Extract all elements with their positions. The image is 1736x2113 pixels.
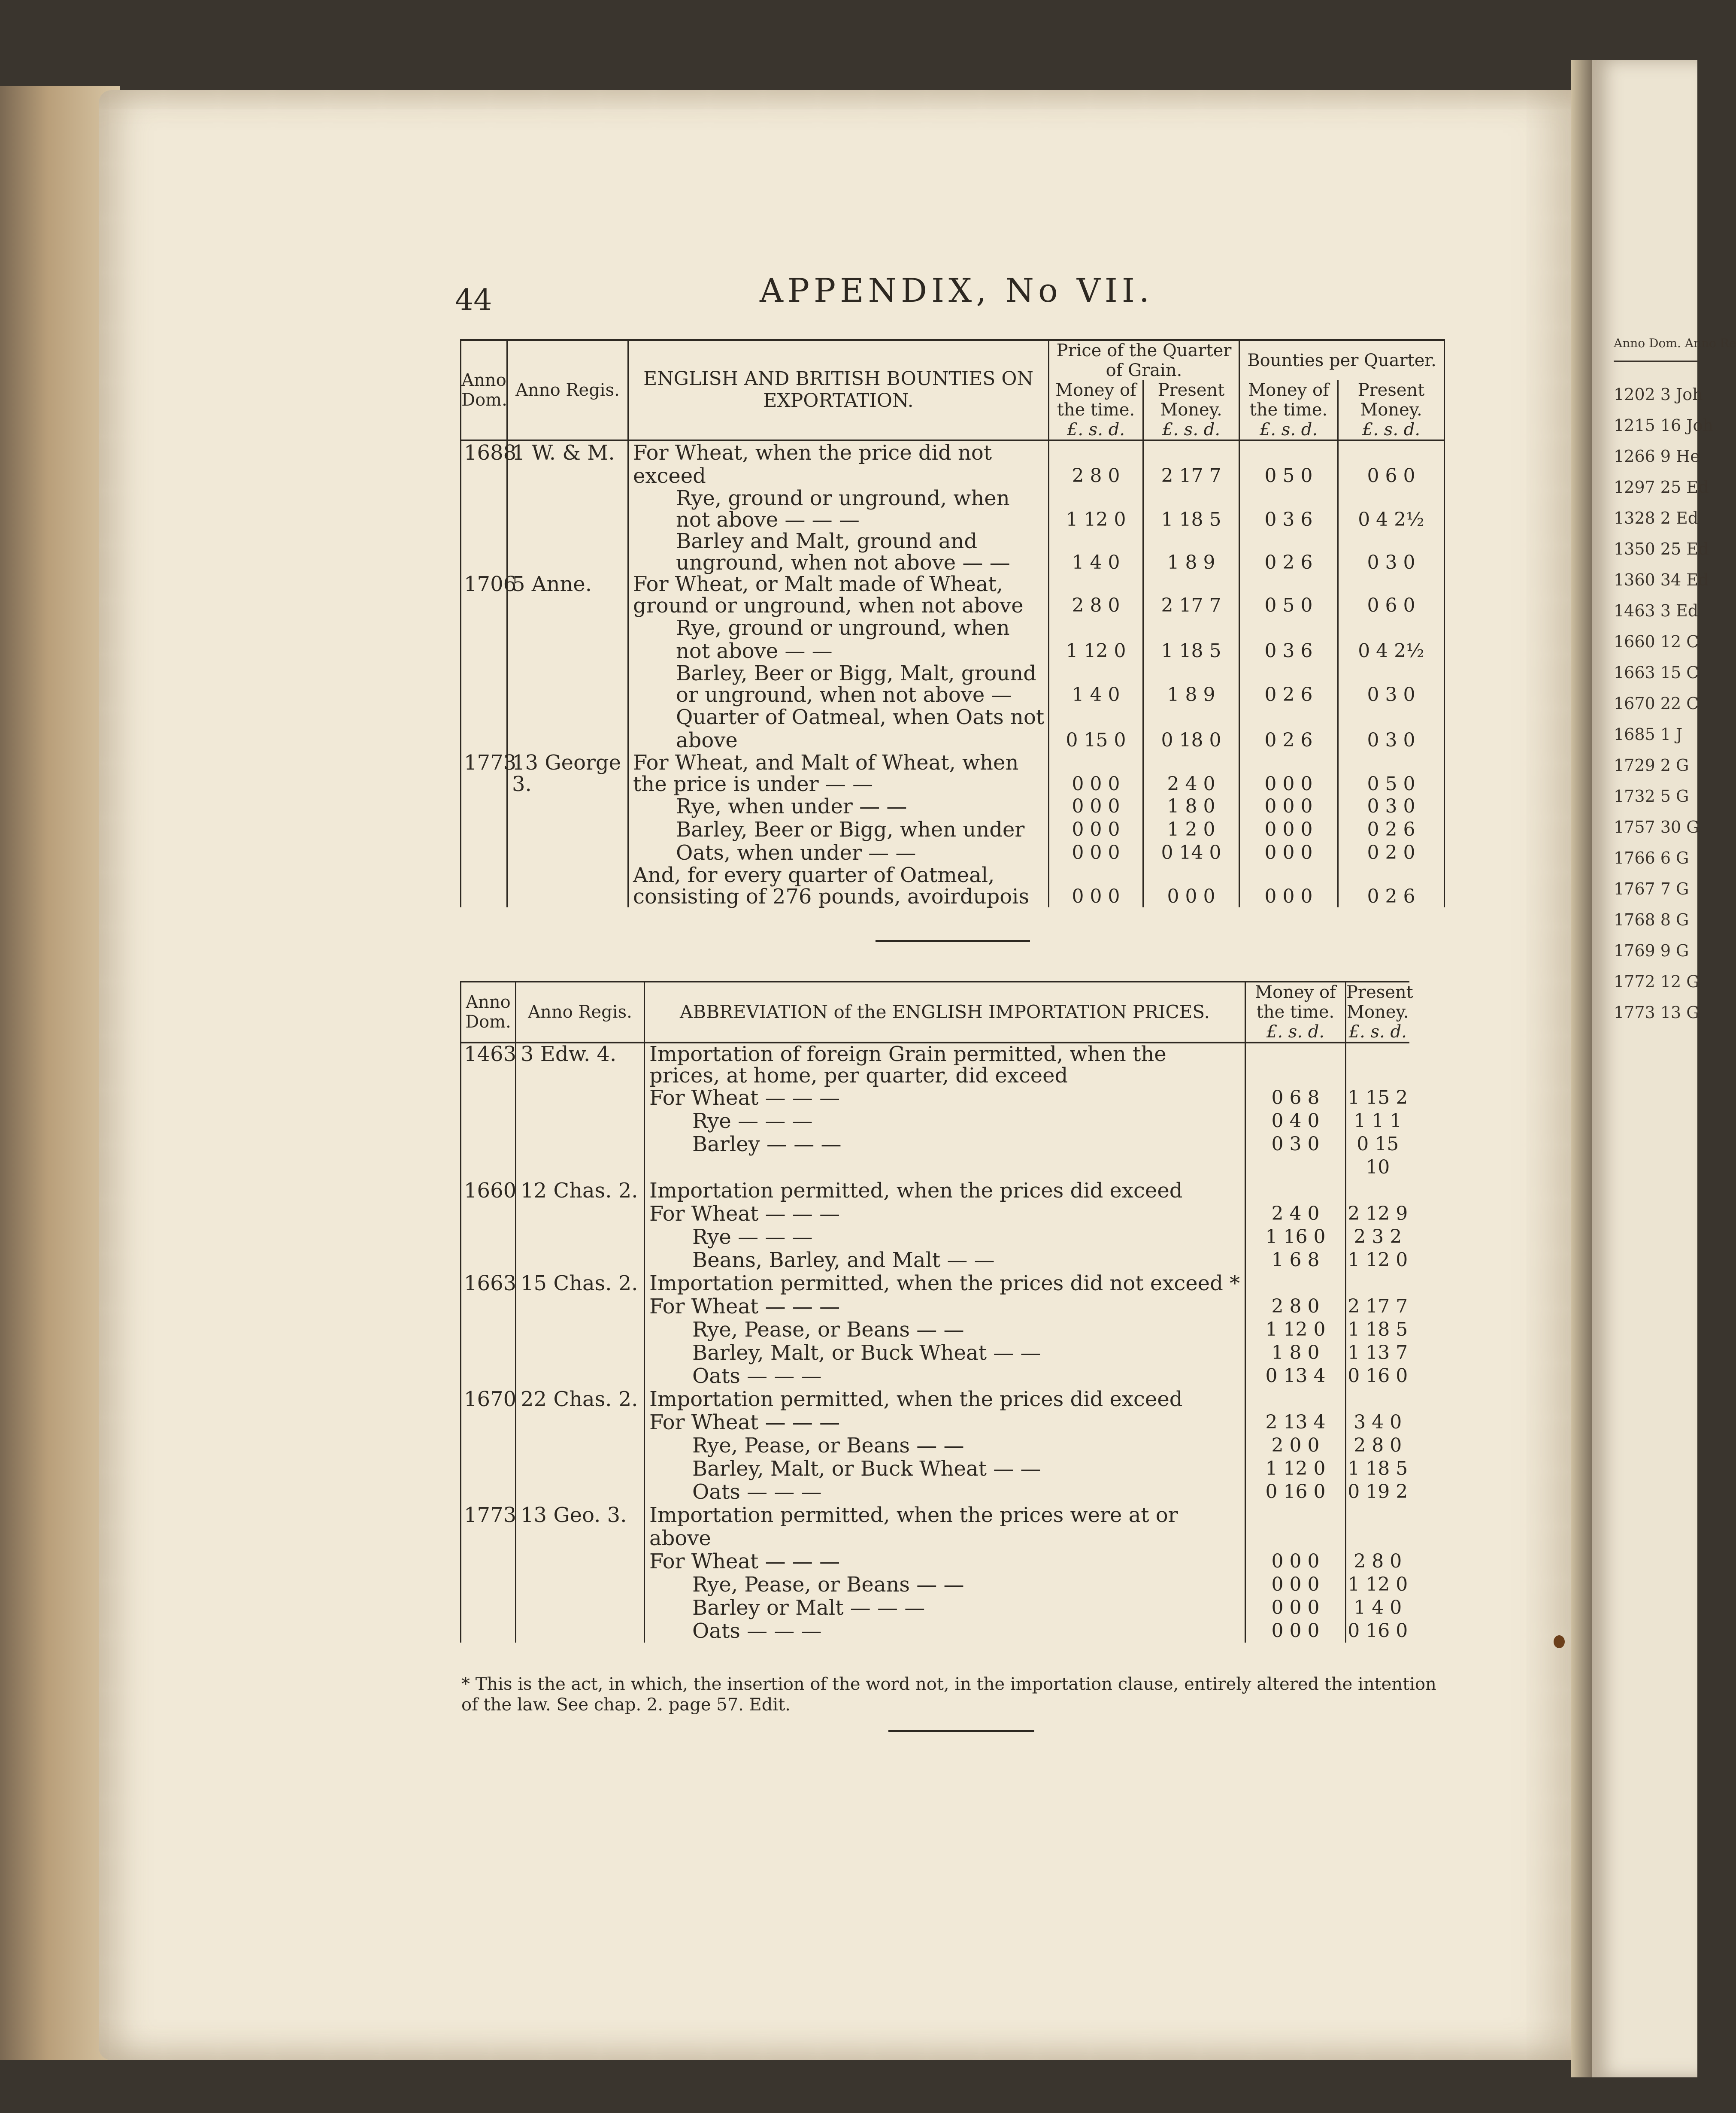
table-row <box>461 818 1445 841</box>
row-year: 1663 <box>461 1272 516 1295</box>
row-year <box>461 818 507 841</box>
header-title: ENGLISH AND BRITISH BOUNTIES ON EXPORTATION. <box>628 340 1049 440</box>
row-regis <box>516 1550 645 1573</box>
bounty-money-time: 0 0 0 <box>1239 818 1338 841</box>
money-of-the-time: 0 4 0 <box>1245 1110 1346 1133</box>
present-money: 1 1 1 <box>1354 1110 1402 1132</box>
row-regis <box>507 616 628 663</box>
header-anno-regis: Anno Regis. <box>516 982 645 1043</box>
table-row <box>461 1596 1409 1619</box>
facing-page-line: 1767 7 G <box>1614 879 1689 898</box>
bounty-present-money: 0 3 0 <box>1338 706 1445 752</box>
table-row <box>461 1318 1409 1341</box>
facing-page-line: 1772 12 G <box>1614 972 1700 991</box>
table-row <box>461 795 1445 818</box>
price-present-money: 1 18 5 <box>1143 488 1239 531</box>
facing-page-line: 1732 5 G <box>1614 787 1689 806</box>
table-row <box>461 1388 1409 1411</box>
present-money: 0 15 10 <box>1357 1133 1399 1178</box>
row-year <box>461 795 507 818</box>
row-year <box>461 1573 516 1596</box>
table-row <box>461 1504 1409 1550</box>
row-regis: 3 Edw. 4. <box>516 1043 645 1086</box>
table-row <box>461 1086 1409 1110</box>
table-row <box>461 1295 1409 1318</box>
row-description: For Wheat, or Malt made of Wheat, ground or unground, when not above <box>628 573 1049 616</box>
row-year: 1773 <box>461 1504 516 1550</box>
row-description: Rye, ground or unground, when not above — — — <box>628 488 1049 531</box>
row-regis <box>516 1133 645 1179</box>
bounty-money-time: 0 2 6 <box>1239 706 1338 752</box>
row-description: Barley and Malt, ground and unground, when not above — — <box>628 531 1049 573</box>
facing-page-line: 1266 9 He <box>1614 447 1700 466</box>
bounty-present-money: 0 2 6 <box>1338 818 1445 841</box>
row-regis <box>516 1202 645 1225</box>
bounty-money-time: 0 0 0 <box>1239 864 1338 907</box>
row-description: Beans, Barley, and Malt — — <box>645 1249 1245 1272</box>
price-present-money: 2 4 0 <box>1143 752 1239 795</box>
header-anno-dom: Anno Dom. <box>461 982 516 1043</box>
row-description: Oats, when under — — <box>628 841 1049 864</box>
money-of-the-time: 0 3 0 <box>1245 1133 1346 1179</box>
row-description: Rye, Pease, or Beans — — <box>645 1434 1245 1457</box>
bounty-present-money: 0 2 6 <box>1338 864 1445 907</box>
money-of-the-time: 0 6 8 <box>1245 1086 1346 1110</box>
export-bounties-table <box>460 339 1445 907</box>
money-of-the-time <box>1245 1179 1346 1202</box>
row-year <box>461 1364 516 1388</box>
money-of-the-time: 0 0 0 <box>1245 1619 1346 1643</box>
money-of-the-time: 1 12 0 <box>1245 1457 1346 1480</box>
row-regis: 13 Geo. 3. <box>516 1504 645 1550</box>
price-present-money: 0 18 0 <box>1143 706 1239 752</box>
money-of-the-time: 0 0 0 <box>1245 1550 1346 1573</box>
present-money: 2 17 7 <box>1348 1295 1408 1317</box>
header-price-present: Present Money. <box>1143 380 1239 420</box>
money-of-the-time: 1 16 0 <box>1245 1225 1346 1249</box>
row-description: Barley or Malt — — — <box>645 1596 1245 1619</box>
bounty-present-money: 0 3 0 <box>1338 795 1445 818</box>
table-row <box>461 1457 1409 1480</box>
table-row <box>461 1043 1409 1086</box>
row-regis: 1 W. & M. <box>507 440 628 488</box>
bounty-money-time: 0 3 6 <box>1239 488 1338 531</box>
row-description: For Wheat, and Malt of Wheat, when the price is under — — <box>628 752 1049 795</box>
header-lsd: £. s. d. <box>1239 420 1338 440</box>
row-description: Oats — — — <box>645 1480 1245 1504</box>
money-of-the-time: 0 0 0 <box>1245 1596 1346 1619</box>
money-of-the-time <box>1245 1388 1346 1411</box>
import-prices-table <box>460 981 1413 1643</box>
price-present-money: 1 8 0 <box>1143 795 1239 818</box>
header-title: ABBREVIATION of the ENGLISH IMPORTATION PRICES. <box>645 982 1245 1043</box>
bounty-money-time: 0 5 0 <box>1239 573 1338 616</box>
price-money-time: 0 0 0 <box>1049 795 1143 818</box>
row-description: Importation permitted, when the prices did not exceed * <box>645 1272 1245 1295</box>
row-regis <box>516 1086 645 1110</box>
row-regis <box>516 1411 645 1434</box>
present-money <box>1346 1504 1409 1550</box>
row-year <box>461 1341 516 1364</box>
money-of-the-time <box>1245 1504 1346 1550</box>
header-price-money-time: Money of the time. <box>1049 380 1143 420</box>
price-money-time: 2 8 0 <box>1049 440 1143 488</box>
row-description: Rye, ground or unground, when not above — — <box>628 616 1049 663</box>
row-description: Barley, Beer or Bigg, Malt, ground or unground, when not above — <box>628 663 1049 706</box>
header-bounty-present: Present Money. <box>1338 380 1445 420</box>
money-of-the-time: 2 8 0 <box>1245 1295 1346 1318</box>
row-year: 1688 <box>461 440 507 488</box>
table-row <box>461 1573 1409 1596</box>
price-present-money: 2 17 7 <box>1143 440 1239 488</box>
present-money: 0 19 2 <box>1348 1481 1408 1503</box>
page-number: 44 <box>455 283 492 317</box>
row-year <box>461 1110 516 1133</box>
present-money: 1 18 5 <box>1348 1319 1408 1340</box>
row-year <box>461 1619 516 1643</box>
table-row <box>461 531 1445 573</box>
row-regis <box>516 1480 645 1504</box>
row-description: Rye, when under — — <box>628 795 1049 818</box>
table-row <box>461 1364 1409 1388</box>
row-description: Rye — — — <box>645 1225 1245 1249</box>
facing-page-line: 1350 25 Ed <box>1614 540 1709 558</box>
header-lsd: £. s. d. <box>1338 420 1445 440</box>
row-description: Importation permitted, when the prices were at or above <box>645 1504 1245 1550</box>
row-year <box>461 531 507 573</box>
present-money: 2 12 9 <box>1348 1203 1408 1225</box>
row-year <box>461 706 507 752</box>
price-money-time: 0 0 0 <box>1049 818 1143 841</box>
price-money-time: 2 8 0 <box>1049 573 1143 616</box>
price-money-time: 1 12 0 <box>1049 616 1143 663</box>
row-description: Importation of foreign Grain permitted, when the prices, at home, per quarter, did exceed <box>645 1043 1245 1086</box>
table-row <box>461 573 1445 616</box>
row-regis <box>507 531 628 573</box>
header-bounty-group: Bounties per Quarter. <box>1239 340 1445 380</box>
table-row <box>461 1619 1409 1643</box>
row-year <box>461 1596 516 1619</box>
money-of-the-time: 1 8 0 <box>1245 1341 1346 1364</box>
price-money-time: 0 0 0 <box>1049 864 1143 907</box>
money-of-the-time: 0 16 0 <box>1245 1480 1346 1504</box>
row-description: And, for every quarter of Oatmeal, consisting of 276 pounds, avoirdupois <box>628 864 1049 907</box>
row-description: Barley, Malt, or Buck Wheat — — <box>645 1341 1245 1364</box>
bounty-present-money: 0 3 0 <box>1338 663 1445 706</box>
facing-page-line: 1729 2 G <box>1614 756 1689 775</box>
price-money-time: 1 4 0 <box>1049 531 1143 573</box>
facing-page-line: 1215 16 Joh <box>1614 416 1713 435</box>
row-year <box>461 1086 516 1110</box>
row-regis <box>507 488 628 531</box>
table-row <box>461 616 1445 663</box>
row-regis <box>516 1457 645 1480</box>
table-row <box>461 1272 1409 1295</box>
header-present-money: Present Money. <box>1346 982 1413 1022</box>
row-regis <box>507 841 628 864</box>
row-description: Importation permitted, when the prices did exceed <box>645 1179 1245 1202</box>
facing-page-line: 1202 3 Joh <box>1614 385 1703 404</box>
table-row <box>461 1225 1409 1249</box>
row-year <box>461 1434 516 1457</box>
footnote: * This is the act, in which, the insertion of the word not, in the importation clause, entirely altered the intention of the law. See chap. 2. page 57. Edit. <box>461 1674 1436 1715</box>
present-money <box>1346 1043 1409 1086</box>
row-description: Quarter of Oatmeal, when Oats not above <box>628 706 1049 752</box>
price-present-money: 1 2 0 <box>1143 818 1239 841</box>
money-of-the-time: 2 0 0 <box>1245 1434 1346 1457</box>
table-row <box>461 488 1445 531</box>
header-lsd: £. s. d. <box>1049 420 1143 440</box>
row-description: For Wheat — — — <box>645 1086 1245 1110</box>
price-present-money: 1 18 5 <box>1143 616 1239 663</box>
present-money: 2 8 0 <box>1354 1550 1402 1572</box>
present-money: 3 4 0 <box>1354 1411 1402 1433</box>
price-present-money: 0 0 0 <box>1143 864 1239 907</box>
table-row <box>461 752 1445 795</box>
facing-page-header: Anno Dom. Anno Re <box>1614 335 1697 362</box>
present-money: 1 15 2 <box>1348 1087 1408 1109</box>
table-row <box>461 1179 1409 1202</box>
facing-page-fragment <box>1614 335 1736 1028</box>
row-description: Barley — — — <box>645 1133 1245 1179</box>
money-of-the-time <box>1245 1043 1346 1086</box>
row-year <box>461 488 507 531</box>
row-year <box>461 663 507 706</box>
row-year <box>461 1133 516 1179</box>
closing-rule <box>888 1730 1034 1732</box>
row-regis <box>516 1434 645 1457</box>
bounty-present-money: 0 4 2½ <box>1338 616 1445 663</box>
facing-page-line: 1757 30 G <box>1614 818 1700 837</box>
header-lsd: £. s. d. <box>1143 420 1239 440</box>
header-price-group: Price of the Quarter of Grain. <box>1049 340 1239 380</box>
table-row <box>461 841 1445 864</box>
table-row <box>461 1133 1409 1179</box>
row-description: Oats — — — <box>645 1364 1245 1388</box>
price-present-money: 1 8 9 <box>1143 663 1239 706</box>
present-money <box>1346 1179 1409 1202</box>
facing-page-line: 1670 22 C <box>1614 694 1699 713</box>
price-present-money: 1 8 9 <box>1143 531 1239 573</box>
row-regis <box>516 1225 645 1249</box>
facing-page-line: 1660 12 C <box>1614 632 1699 651</box>
present-money: 2 8 0 <box>1354 1434 1402 1456</box>
header-anno-regis: Anno Regis. <box>507 340 628 440</box>
row-year <box>461 1457 516 1480</box>
row-regis <box>516 1295 645 1318</box>
row-description: For Wheat — — — <box>645 1550 1245 1573</box>
header-anno-dom: Anno Dom. <box>461 340 507 440</box>
table-row <box>461 1202 1409 1225</box>
money-of-the-time: 0 0 0 <box>1245 1573 1346 1596</box>
facing-page-line: 1360 34 Ed <box>1614 570 1709 589</box>
facing-page-line: 1463 3 Ed <box>1614 601 1699 620</box>
facing-page-line: 1297 25 Ed <box>1614 478 1709 497</box>
row-year <box>461 616 507 663</box>
row-year <box>461 1225 516 1249</box>
table-row <box>461 864 1445 907</box>
row-regis <box>516 1249 645 1272</box>
facing-page-line: 1769 9 G <box>1614 941 1689 960</box>
row-description: Rye, Pease, or Beans — — <box>645 1318 1245 1341</box>
facing-page-line: 1766 6 G <box>1614 849 1689 867</box>
row-year <box>461 1318 516 1341</box>
row-description: Barley, Beer or Bigg, when under <box>628 818 1049 841</box>
row-regis <box>516 1110 645 1133</box>
row-description: For Wheat — — — <box>645 1411 1245 1434</box>
row-regis: 5 Anne. <box>507 573 628 616</box>
row-regis <box>507 864 628 907</box>
row-regis <box>516 1596 645 1619</box>
row-regis <box>516 1573 645 1596</box>
present-money: 1 18 5 <box>1348 1458 1408 1479</box>
row-regis <box>507 663 628 706</box>
row-regis: 12 Chas. 2. <box>516 1179 645 1202</box>
bounty-money-time: 0 0 0 <box>1239 841 1338 864</box>
bounty-present-money: 0 6 0 <box>1338 440 1445 488</box>
row-regis: 13 George 3. <box>507 752 628 795</box>
price-money-time: 1 12 0 <box>1049 488 1143 531</box>
bounty-present-money: 0 4 2½ <box>1338 488 1445 531</box>
table-row <box>461 1110 1409 1133</box>
row-year <box>461 864 507 907</box>
money-of-the-time: 2 13 4 <box>1245 1411 1346 1434</box>
bounty-money-time: 0 2 6 <box>1239 531 1338 573</box>
header-lsd: £. s. d. <box>1245 1022 1346 1043</box>
section-divider <box>876 940 1030 942</box>
price-money-time: 1 4 0 <box>1049 663 1143 706</box>
present-money: 1 4 0 <box>1354 1597 1402 1619</box>
row-year <box>461 1249 516 1272</box>
price-money-time: 0 15 0 <box>1049 706 1143 752</box>
table-row <box>461 1550 1409 1573</box>
facing-page-line: 1773 13 G <box>1614 1003 1700 1022</box>
money-of-the-time: 0 13 4 <box>1245 1364 1346 1388</box>
price-money-time: 0 0 0 <box>1049 841 1143 864</box>
table-row <box>461 440 1445 488</box>
bounty-present-money: 0 2 0 <box>1338 841 1445 864</box>
row-year <box>461 1411 516 1434</box>
row-year: 1670 <box>461 1388 516 1411</box>
present-money: 1 12 0 <box>1348 1573 1408 1595</box>
row-regis <box>516 1341 645 1364</box>
facing-page-line: 1768 8 G <box>1614 910 1689 929</box>
header-bounty-money-time: Money of the time. <box>1239 380 1338 420</box>
facing-page-line: 1663 15 C <box>1614 663 1699 682</box>
row-description: For Wheat — — — <box>645 1295 1245 1318</box>
row-description: Barley, Malt, or Buck Wheat — — <box>645 1457 1245 1480</box>
row-regis <box>507 818 628 841</box>
bounty-money-time: 0 2 6 <box>1239 663 1338 706</box>
bounty-present-money: 0 6 0 <box>1338 573 1445 616</box>
row-year <box>461 1480 516 1504</box>
bounty-money-time: 0 0 0 <box>1239 752 1338 795</box>
money-of-the-time: 1 12 0 <box>1245 1318 1346 1341</box>
present-money: 0 16 0 <box>1348 1365 1408 1387</box>
present-money: 2 3 2 <box>1354 1226 1402 1248</box>
row-description: Rye, Pease, or Beans — — <box>645 1573 1245 1596</box>
bounty-present-money: 0 3 0 <box>1338 531 1445 573</box>
bounty-present-money: 0 5 0 <box>1338 752 1445 795</box>
present-money: 0 16 0 <box>1348 1620 1408 1642</box>
row-description: For Wheat, when the price did not exceed <box>628 440 1049 488</box>
row-description: Importation permitted, when the prices did exceed <box>645 1388 1245 1411</box>
ink-stain <box>1554 1635 1565 1648</box>
price-money-time: 0 0 0 <box>1049 752 1143 795</box>
facing-page-line: 1685 1 J <box>1614 725 1683 744</box>
row-year <box>461 841 507 864</box>
present-money <box>1346 1272 1409 1295</box>
present-money <box>1346 1388 1409 1411</box>
facing-page-line: 1328 2 Ed <box>1614 509 1699 527</box>
table-row <box>461 1249 1409 1272</box>
present-money: 1 12 0 <box>1348 1249 1408 1271</box>
money-of-the-time <box>1245 1272 1346 1295</box>
money-of-the-time: 1 6 8 <box>1245 1249 1346 1272</box>
bounty-money-time: 0 5 0 <box>1239 440 1338 488</box>
running-head: APPENDIX, No VII. <box>760 271 1154 309</box>
present-money: 1 13 7 <box>1348 1342 1408 1364</box>
row-regis <box>516 1364 645 1388</box>
money-of-the-time: 2 4 0 <box>1245 1202 1346 1225</box>
row-year: 1773 <box>461 752 507 795</box>
header-lsd: £. s. d. <box>1346 1022 1409 1043</box>
row-description: Rye — — — <box>645 1110 1245 1133</box>
row-year: 1706 <box>461 573 507 616</box>
row-description: Oats — — — <box>645 1619 1245 1643</box>
row-year: 1463 <box>461 1043 516 1086</box>
price-present-money: 2 17 7 <box>1143 573 1239 616</box>
row-description: For Wheat — — — <box>645 1202 1245 1225</box>
header-money-time: Money of the time. <box>1245 982 1346 1022</box>
table-row <box>461 706 1445 752</box>
row-regis: 15 Chas. 2. <box>516 1272 645 1295</box>
row-year <box>461 1295 516 1318</box>
table-row <box>461 1341 1409 1364</box>
row-year <box>461 1550 516 1573</box>
row-regis: 22 Chas. 2. <box>516 1388 645 1411</box>
row-year: 1660 <box>461 1179 516 1202</box>
table-row <box>461 1480 1409 1504</box>
bounty-money-time: 0 0 0 <box>1239 795 1338 818</box>
price-present-money: 0 14 0 <box>1143 841 1239 864</box>
row-regis <box>507 706 628 752</box>
table-row <box>461 663 1445 706</box>
table-row <box>461 1411 1409 1434</box>
row-year <box>461 1202 516 1225</box>
row-regis <box>516 1619 645 1643</box>
table-row <box>461 1434 1409 1457</box>
row-regis <box>516 1318 645 1341</box>
row-regis <box>507 795 628 818</box>
bounty-money-time: 0 3 6 <box>1239 616 1338 663</box>
